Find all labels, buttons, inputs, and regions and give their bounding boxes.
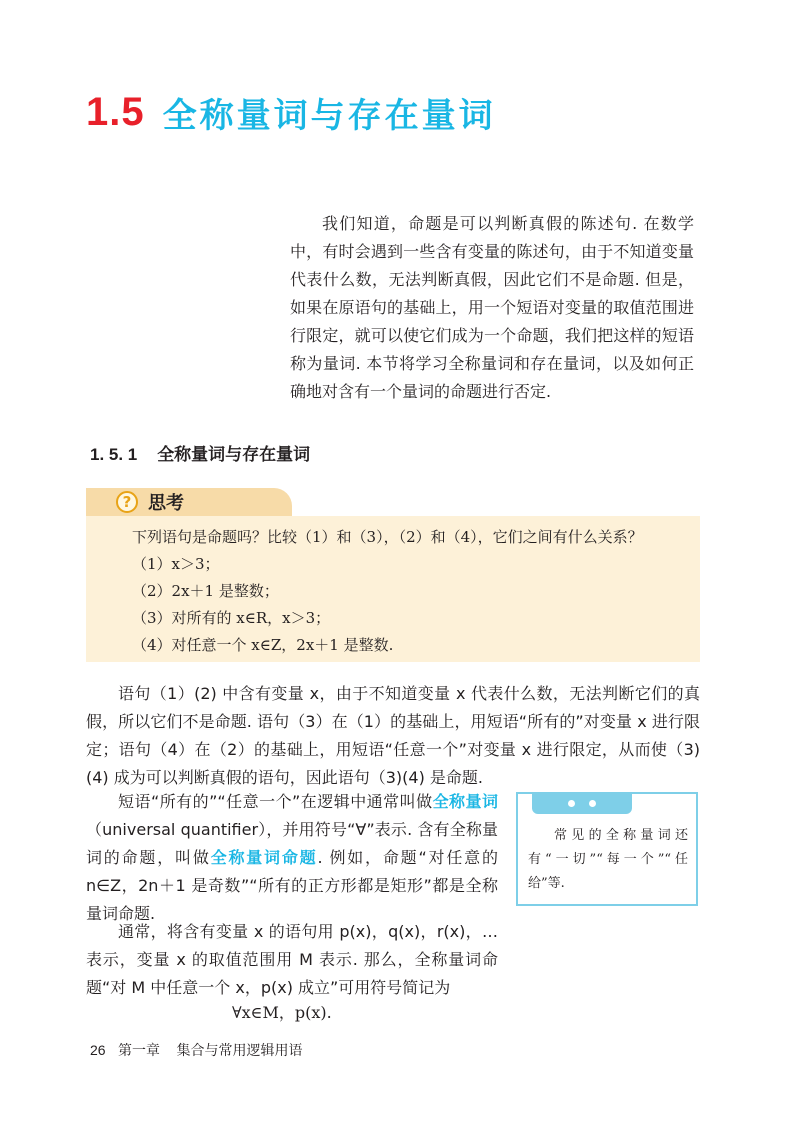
main-paragraph-text: 语句（1）(2) 中含有变量 x，由于不知道变量 x 代表什么数，无法判断它们的真假，所以它们不是命题. 语句（3）在（1）的基础上，用短语“所有的”对变量 x 进行限定；语句（4）在（2）的基础上，用短语“任意一个”对变量 x 进行限定，从而使（3)(4) 成为可以判断真假的语句，因此语句（3)(4) 是命题. <box>86 684 700 787</box>
section-number: 1. 5. 1 <box>90 445 138 464</box>
think-item: （2）2x＋1 是整数； <box>132 582 279 600</box>
chapter-title <box>86 84 496 140</box>
intro-text <box>290 210 694 406</box>
definition-text <box>86 788 498 928</box>
definition-text-1: 短语“所有的”“任意一个”在逻辑中通常叫做 <box>118 792 433 811</box>
think-body <box>86 516 700 662</box>
page-footer <box>90 1040 302 1060</box>
side-note-header <box>532 792 632 814</box>
formula: ∀x∈M，p(x). <box>232 1003 332 1022</box>
footer-chapter: 第一章 <box>118 1043 161 1059</box>
notation-text: 通常，将含有变量 x 的语句用 p(x)，q(x)，r(x)，… 表示，变量 x 的取值范围用 M 表示. 那么，全称量词命题“对 M 中任意一个 x，p(x) 成立”可用符号简记为 <box>86 922 498 997</box>
page-number: 26 <box>90 1042 106 1058</box>
main-paragraph <box>86 680 700 792</box>
think-box <box>86 488 700 662</box>
chapter-number: 1.5 <box>86 89 145 134</box>
think-item: （1）x＞3； <box>132 555 220 573</box>
think-label: 思考 <box>148 493 184 514</box>
chapter-title-text: 全称量词与存在量词 <box>162 95 496 136</box>
binder-hole-icon <box>589 800 596 807</box>
side-note-box <box>516 792 698 906</box>
definition-text-3: . 例如，命题“对任意的 n∈Z，2n＋1 是奇数”“所有的正方形都是矩形”都是全称量词命题. <box>86 848 498 923</box>
footer-chapter-title: 集合与常用逻辑用语 <box>176 1043 303 1059</box>
definition-text-2: （universal quantifier），并用符号“∀”表示. 含有全称量词的命题，叫做 <box>86 820 498 867</box>
question-icon: ? <box>116 491 138 513</box>
term-universal-proposition: 全称量词命题 <box>210 848 318 867</box>
think-question: 下列语句是命题吗？比较（1）和（3），（2）和（4），它们之间有什么关系？ <box>132 528 643 546</box>
term-universal-quantifier: 全称量词 <box>432 792 498 811</box>
notation-paragraph <box>86 918 498 1002</box>
think-item: （3）对所有的 x∈R，x＞3； <box>132 609 331 627</box>
think-item: （4）对任意一个 x∈Z，2x＋1 是整数. <box>132 636 394 654</box>
side-note-text: 常见的全称量词还有“一切”“每一个”“任给”等. <box>528 828 688 891</box>
section-title: 全称量词与存在量词 <box>157 445 311 465</box>
binder-hole-icon <box>568 800 575 807</box>
section-heading <box>90 440 310 465</box>
think-tab <box>86 488 292 516</box>
intro-paragraph: 我们知道，命题是可以判断真假的陈述句. 在数学中，有时会遇到一些含有变量的陈述句，由于不知道变量代表什么数，无法判断真假，因此它们不是命题. 但是，如果在原语句的基础上，用一个短语对变量的取值范围进行限定，就可以使它们成为一个命题，我们把这样的短语称为量词. 本节将学习全称量词和存在量词，以及如何正确地对含有一个量词的命题进行否定. <box>290 214 694 401</box>
definition-paragraph <box>86 788 498 928</box>
